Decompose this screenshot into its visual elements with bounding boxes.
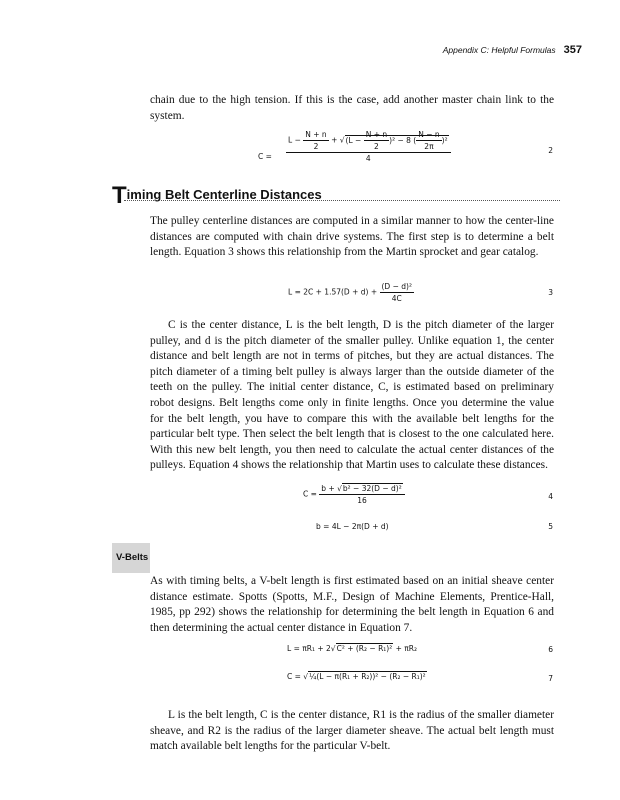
eq2-den: 4 [365,154,371,163]
section-title: iming Belt Centerline Distances [126,187,322,202]
eq4-number: 4 [548,492,553,501]
eq2-inner: L − [348,135,362,145]
eq2-lhs: C = [258,152,272,161]
eq2-d2: 2 [374,142,379,151]
section-heading [112,178,322,209]
eq3-lhs: L = 2C + 1.57(D + d) + [288,287,378,297]
equation-3 [288,282,414,303]
section-dropcap: T [112,182,127,209]
eq2-plus: + [331,135,338,145]
eq4-num1: b + √ [321,484,342,493]
eq7-radicand: ¼(L − π(R₁ + R₂))² − (R₂ − R₁)² [309,672,426,681]
eq2-n3: N − n [418,130,440,139]
eq7-lhs: C = √ [287,672,309,681]
subsection-heading: V-Belts [116,552,149,563]
eq6-text2: + πR₂ [395,644,418,653]
eq4-den: 16 [357,496,367,505]
section-rule [124,200,560,201]
eq3-den: 4C [391,294,402,303]
eq4-lhs: C = [303,489,317,499]
paragraph-3: As with timing belts, a V-belt length is first estimated based on an initial sheave center distance estimate. Spotts (Spotts, M.F., Design of Machine Elements, Prentice-Hall, 1985, pp 292) shows the relationship for determining the belt length in Equation 6 and then determining the actual center distance in Equation 7. [150,575,554,634]
eq6-radicand: C² + (R₂ − R₁)² [336,644,393,653]
eq2-d3: 2π [424,142,434,151]
eq6-text1: L = πR₁ + 2√ [287,644,336,653]
eq2-d1: 2 [313,142,319,151]
eq5-number: 5 [548,522,553,531]
eq3-number: 3 [548,288,553,297]
equation-6 [287,644,417,653]
eq6-number: 6 [548,645,553,654]
eq2-n1: N + n [305,130,327,139]
running-header [443,44,582,56]
paragraph-4: L is the belt length, C is the center distance, R1 is the radius of the smaller diameter sheave, and R2 is the radius of the larger diameter sheave. The actual belt length must match available belt lengths for the particular V-belt. [150,709,554,753]
equation-7 [287,672,427,681]
intro-paragraph: chain due to the high tension. If this is the case, add another master chain link to the system. [150,94,554,122]
page-number: 357 [563,44,582,56]
equation-5: b = 4L − 2π(D + d) [316,522,389,531]
eq2-number: 2 [548,146,553,155]
eq2-fraction: L − $\frac{N + n}{2}$ + √(L − $\frac{N + n}{2}$ )² − 8 ( $\frac{N - n}{2\pi}$ )² 4 [286,130,451,163]
eq4-radicand: b² − 32(D − d)² [342,484,402,493]
eq2-t1: L − [288,135,301,145]
eq7-number: 7 [548,674,553,683]
paragraph-1: The pulley centerline distances are computed in a similar manner to how the center-line distances are computed with chain drive systems. The first step is to determine a belt length. Equation 3 shows this relationship from the Martin sprocket and gear catalog. [150,215,554,259]
eq2-minus8: − 8 [397,135,411,145]
eq3-num: (D − d)² [381,282,412,291]
header-title: Appendix C: Helpful Formulas [442,45,556,55]
equation-4 [303,484,405,505]
paragraph-2: C is the center distance, L is the belt length, D is the pitch diameter of the larger pulley, and d is the pitch diameter of the smaller pulley. Unlike equation 1, the center distance and belt length are not in terms of pitches, but they are actual distances. The pitch diameter of a timing belt pulley is always larger than the outside diameter of the teeth on the pulley. The initial center distance, C, is estimated based on preliminary robot designs. Belt lengths come only in finite lengths. Once you determine the value for the belt length, you have to compare this with the available belt lengths for the particular belt type. Then select the belt length that is closest to the one calculated here. With this new belt length, you then need to calculate the actual center distances of the pulleys. Equation 4 shows the relationship that Martin uses to calculate these distances. [150,319,554,472]
eq2-n2: N + n [365,130,388,139]
